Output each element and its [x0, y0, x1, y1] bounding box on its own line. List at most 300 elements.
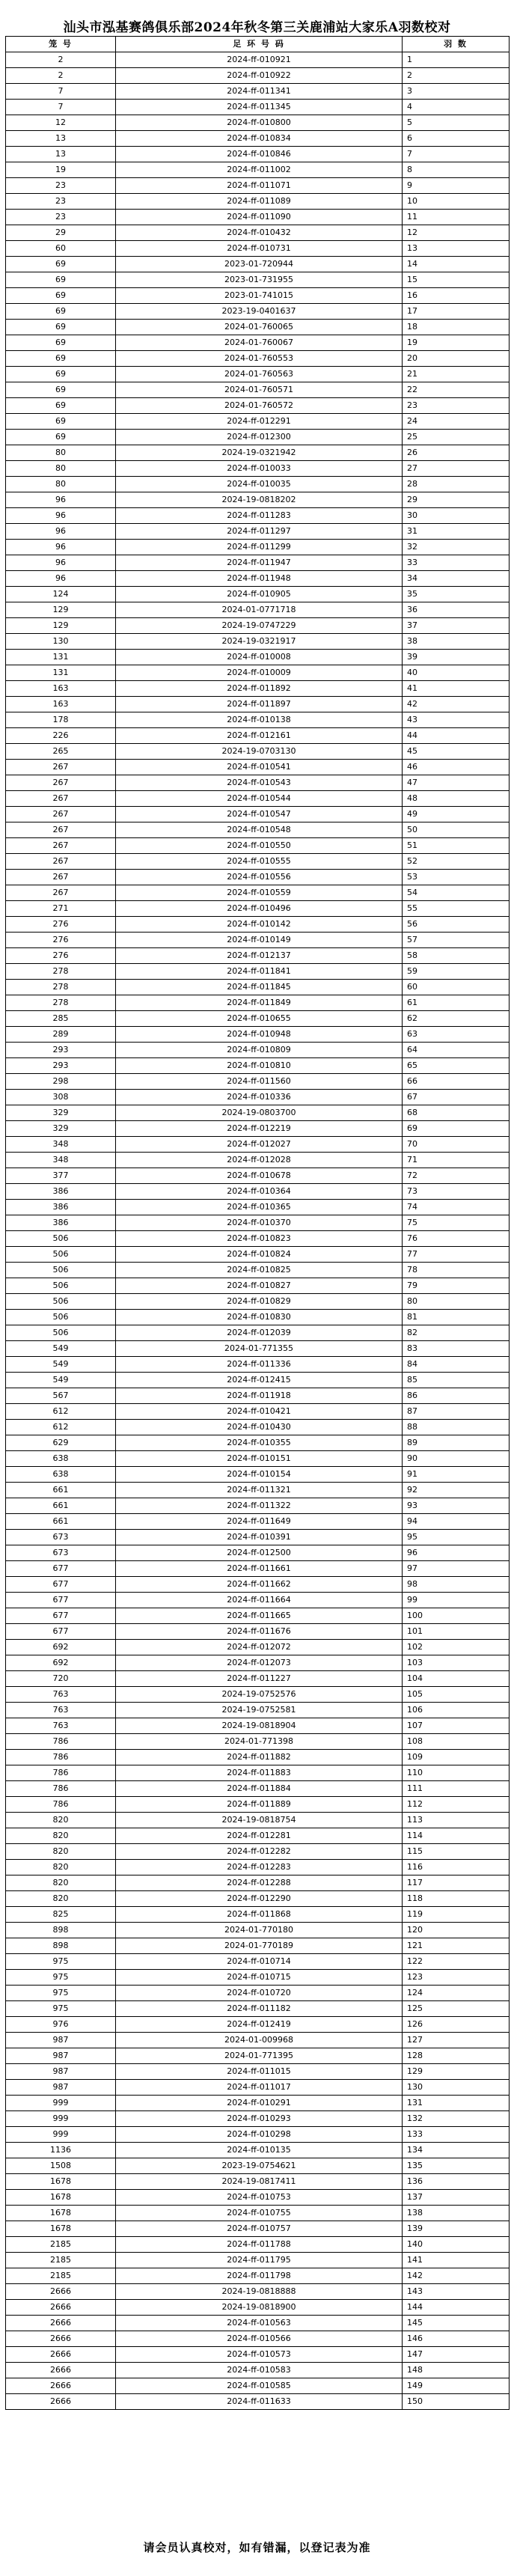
cell-ring: 2024-ff-010541: [116, 760, 403, 775]
table-row: [6, 1891, 510, 1907]
cell-cage: 661: [6, 1514, 116, 1530]
cell-ring: 2024-ff-012288: [116, 1875, 403, 1891]
cell-ring: 2024-ff-010391: [116, 1530, 403, 1545]
cell-ring: 2024-01-760563: [116, 367, 403, 382]
cell-count: 40: [403, 665, 510, 681]
cell-cage: 348: [6, 1137, 116, 1153]
cell-ring: 2024-ff-011090: [116, 210, 403, 225]
table-row: [6, 1325, 510, 1341]
cell-ring: 2023-01-720944: [116, 257, 403, 272]
cell-ring: 2024-ff-010755: [116, 2206, 403, 2221]
cell-count: 72: [403, 1168, 510, 1184]
cell-cage: 2666: [6, 2284, 116, 2300]
table-row: [6, 744, 510, 760]
table-row: [6, 2048, 510, 2064]
cell-ring: 2024-ff-012290: [116, 1891, 403, 1907]
cell-count: 143: [403, 2284, 510, 2300]
cell-cage: 276: [6, 948, 116, 964]
cell-ring: 2024-ff-010496: [116, 901, 403, 917]
table-row: [6, 885, 510, 901]
cell-ring: 2024-ff-011892: [116, 681, 403, 697]
cell-ring: 2024-ff-011947: [116, 555, 403, 571]
cell-ring: 2024-ff-010035: [116, 477, 403, 492]
cell-cage: 69: [6, 272, 116, 288]
cell-count: 24: [403, 414, 510, 430]
cell-count: 29: [403, 492, 510, 508]
cell-ring: 2024-ff-010810: [116, 1058, 403, 1074]
table-row: [6, 933, 510, 948]
cell-cage: 69: [6, 335, 116, 351]
cell-cage: 1678: [6, 2206, 116, 2221]
cell-count: 121: [403, 1938, 510, 1954]
cell-count: 54: [403, 885, 510, 901]
cell-ring: 2024-ff-010559: [116, 885, 403, 901]
cell-count: 138: [403, 2206, 510, 2221]
table-row: [6, 964, 510, 980]
cell-count: 62: [403, 1011, 510, 1027]
cell-cage: 567: [6, 1388, 116, 1404]
cell-cage: 2666: [6, 2347, 116, 2363]
table-row: [6, 1655, 510, 1671]
cell-cage: 820: [6, 1828, 116, 1844]
table-row: [6, 1907, 510, 1923]
cell-cage: 267: [6, 760, 116, 775]
cell-cage: 69: [6, 288, 116, 304]
cell-cage: 2666: [6, 2378, 116, 2394]
cell-cage: 999: [6, 2096, 116, 2111]
cell-count: 16: [403, 288, 510, 304]
cell-cage: 2185: [6, 2268, 116, 2284]
table-row: [6, 1608, 510, 1624]
page-title: 汕头市泓基赛鸽俱乐部2024年秋冬第三关鹿浦站大家乐A羽数校对: [63, 20, 451, 35]
cell-count: 115: [403, 1844, 510, 1860]
cell-cage: 987: [6, 2033, 116, 2048]
cell-cage: 975: [6, 2001, 116, 2017]
table-row: [6, 2158, 510, 2174]
table-row: [6, 210, 510, 225]
cell-cage: 278: [6, 964, 116, 980]
cell-cage: 129: [6, 602, 116, 618]
cell-cage: 130: [6, 634, 116, 650]
cell-count: 70: [403, 1137, 510, 1153]
cell-cage: 898: [6, 1923, 116, 1938]
cell-ring: 2024-ff-011849: [116, 995, 403, 1011]
table-row: [6, 1027, 510, 1043]
cell-cage: 276: [6, 933, 116, 948]
cell-ring: 2024-ff-010432: [116, 225, 403, 241]
table-header-row: [6, 37, 510, 52]
table-row: [6, 1781, 510, 1797]
cell-count: 18: [403, 320, 510, 335]
cell-ring: 2024-ff-010809: [116, 1043, 403, 1058]
table-row: [6, 1593, 510, 1608]
table-row: [6, 665, 510, 681]
cell-count: 25: [403, 430, 510, 445]
cell-cage: 80: [6, 477, 116, 492]
table-row: [6, 1278, 510, 1294]
cell-ring: 2024-ff-011341: [116, 84, 403, 100]
cell-cage: 69: [6, 430, 116, 445]
cell-ring: 2024-19-0752576: [116, 1687, 403, 1703]
cell-count: 149: [403, 2378, 510, 2394]
cell-cage: 13: [6, 131, 116, 147]
cell-cage: 820: [6, 1875, 116, 1891]
cell-cage: 820: [6, 1891, 116, 1907]
cell-count: 10: [403, 194, 510, 210]
cell-ring: 2024-ff-010585: [116, 2378, 403, 2394]
cell-cage: 2666: [6, 2394, 116, 2410]
cell-count: 125: [403, 2001, 510, 2017]
table-row: [6, 2394, 510, 2410]
cell-ring: 2023-19-0401637: [116, 304, 403, 320]
cell-ring: 2024-ff-010948: [116, 1027, 403, 1043]
cell-cage: 692: [6, 1655, 116, 1671]
cell-ring: 2024-ff-011889: [116, 1797, 403, 1813]
cell-count: 81: [403, 1310, 510, 1325]
cell-count: 20: [403, 351, 510, 367]
table-row: [6, 838, 510, 854]
cell-cage: 289: [6, 1027, 116, 1043]
cell-ring: 2024-19-0321942: [116, 445, 403, 461]
cell-ring: 2024-ff-010336: [116, 1090, 403, 1105]
table-row: [6, 1734, 510, 1750]
cell-count: 126: [403, 2017, 510, 2033]
cell-count: 90: [403, 1451, 510, 1467]
cell-cage: 506: [6, 1247, 116, 1263]
cell-cage: 348: [6, 1153, 116, 1168]
cell-ring: 2024-ff-010715: [116, 1970, 403, 1986]
cell-ring: 2024-ff-010573: [116, 2347, 403, 2363]
cell-cage: 661: [6, 1483, 116, 1498]
cell-ring: 2024-01-760571: [116, 382, 403, 398]
cell-cage: 96: [6, 524, 116, 540]
cell-ring: 2024-ff-010154: [116, 1467, 403, 1483]
table-row: [6, 870, 510, 885]
cell-cage: 975: [6, 1954, 116, 1970]
cell-ring: 2024-ff-010563: [116, 2316, 403, 2331]
cell-cage: 386: [6, 1184, 116, 1200]
cell-cage: 2666: [6, 2300, 116, 2316]
cell-cage: 786: [6, 1750, 116, 1765]
cell-count: 124: [403, 1986, 510, 2001]
table-row: [6, 272, 510, 288]
cell-count: 69: [403, 1121, 510, 1137]
table-row: [6, 540, 510, 555]
cell-count: 59: [403, 964, 510, 980]
cell-cage: 677: [6, 1608, 116, 1624]
table-row: [6, 1294, 510, 1310]
cell-cage: 96: [6, 571, 116, 587]
table-row: [6, 225, 510, 241]
cell-cage: 267: [6, 838, 116, 854]
table-row: [6, 84, 510, 100]
cell-count: 92: [403, 1483, 510, 1498]
table-row: [6, 461, 510, 477]
table-row: [6, 917, 510, 933]
table-row: [6, 335, 510, 351]
table-row: [6, 1074, 510, 1090]
table-row: [6, 320, 510, 335]
cell-ring: 2024-ff-010550: [116, 838, 403, 854]
cell-count: 71: [403, 1153, 510, 1168]
cell-count: 118: [403, 1891, 510, 1907]
cell-count: 53: [403, 870, 510, 885]
cell-ring: 2024-ff-012219: [116, 1121, 403, 1137]
cell-cage: 329: [6, 1121, 116, 1137]
table-row: [6, 1860, 510, 1875]
table-row: [6, 1168, 510, 1184]
cell-ring: 2024-01-0771718: [116, 602, 403, 618]
cell-count: 98: [403, 1577, 510, 1593]
table-row: [6, 807, 510, 822]
cell-ring: 2024-ff-010291: [116, 2096, 403, 2111]
table-row: [6, 1231, 510, 1247]
table-row: [6, 430, 510, 445]
cell-cage: 267: [6, 775, 116, 791]
cell-ring: 2024-19-0818904: [116, 1718, 403, 1734]
table-row: [6, 1483, 510, 1498]
cell-cage: 1678: [6, 2190, 116, 2206]
cell-cage: 293: [6, 1058, 116, 1074]
cell-ring: 2024-ff-010800: [116, 115, 403, 131]
table-row: [6, 775, 510, 791]
cell-ring: 2024-ff-010757: [116, 2221, 403, 2237]
cell-count: 136: [403, 2174, 510, 2190]
table-row: [6, 492, 510, 508]
cell-count: 83: [403, 1341, 510, 1357]
cell-cage: 999: [6, 2127, 116, 2143]
table-row: [6, 2174, 510, 2190]
cell-count: 63: [403, 1027, 510, 1043]
cell-count: 82: [403, 1325, 510, 1341]
cell-count: 55: [403, 901, 510, 917]
table-row: [6, 1105, 510, 1121]
cell-count: 131: [403, 2096, 510, 2111]
cell-count: 8: [403, 162, 510, 178]
cell-count: 80: [403, 1294, 510, 1310]
cell-count: 58: [403, 948, 510, 964]
table-row: [6, 147, 510, 162]
cell-ring: 2024-ff-012415: [116, 1373, 403, 1388]
cell-cage: 308: [6, 1090, 116, 1105]
table-row: [6, 2143, 510, 2158]
cell-ring: 2024-ff-011002: [116, 162, 403, 178]
cell-ring: 2023-01-731955: [116, 272, 403, 288]
table-row: [6, 1435, 510, 1451]
cell-count: 117: [403, 1875, 510, 1891]
cell-count: 74: [403, 1200, 510, 1215]
table-row: [6, 257, 510, 272]
cell-cage: 69: [6, 398, 116, 414]
cell-ring: 2024-ff-010714: [116, 1954, 403, 1970]
cell-ring: 2024-ff-011321: [116, 1483, 403, 1498]
cell-cage: 129: [6, 618, 116, 634]
cell-ring: 2024-ff-010544: [116, 791, 403, 807]
cell-ring: 2024-ff-012283: [116, 1860, 403, 1875]
table-row: [6, 1043, 510, 1058]
cell-cage: 69: [6, 304, 116, 320]
table-row: [6, 2064, 510, 2080]
cell-count: 116: [403, 1860, 510, 1875]
table-row: [6, 2300, 510, 2316]
cell-count: 104: [403, 1671, 510, 1687]
cell-count: 128: [403, 2048, 510, 2064]
cell-cage: 267: [6, 822, 116, 838]
cell-count: 105: [403, 1687, 510, 1703]
cell-count: 51: [403, 838, 510, 854]
table-row: [6, 634, 510, 650]
cell-ring: 2024-ff-012500: [116, 1545, 403, 1561]
cell-count: 91: [403, 1467, 510, 1483]
table-row: [6, 1577, 510, 1593]
cell-count: 127: [403, 2033, 510, 2048]
table-row: [6, 524, 510, 540]
cell-cage: 23: [6, 194, 116, 210]
table-row: [6, 995, 510, 1011]
table-row: [6, 2221, 510, 2237]
cell-count: 39: [403, 650, 510, 665]
header-cage: 笼 号: [6, 37, 116, 52]
cell-cage: 293: [6, 1043, 116, 1058]
table-row: [6, 1090, 510, 1105]
cell-cage: 987: [6, 2048, 116, 2064]
table-row: [6, 2127, 510, 2143]
table-row: [6, 587, 510, 602]
cell-ring: 2024-01-760553: [116, 351, 403, 367]
cell-cage: 549: [6, 1373, 116, 1388]
table-row: [6, 477, 510, 492]
cell-cage: 976: [6, 2017, 116, 2033]
table-row: [6, 1420, 510, 1435]
cell-ring: 2024-ff-011664: [116, 1593, 403, 1608]
cell-cage: 1678: [6, 2221, 116, 2237]
cell-ring: 2024-ff-011560: [116, 1074, 403, 1090]
cell-count: 64: [403, 1043, 510, 1058]
cell-ring: 2024-01-771395: [116, 2048, 403, 2064]
table-row: [6, 1718, 510, 1734]
table-row: [6, 1703, 510, 1718]
table-row: [6, 2284, 510, 2300]
cell-ring: 2024-ff-011017: [116, 2080, 403, 2096]
cell-cage: 638: [6, 1467, 116, 1483]
cell-cage: 506: [6, 1294, 116, 1310]
table-row: [6, 1640, 510, 1655]
cell-ring: 2024-ff-010008: [116, 650, 403, 665]
cell-ring: 2024-ff-010566: [116, 2331, 403, 2347]
cell-ring: 2024-19-0818754: [116, 1813, 403, 1828]
cell-count: 35: [403, 587, 510, 602]
cell-ring: 2024-ff-011882: [116, 1750, 403, 1765]
cell-ring: 2024-ff-010543: [116, 775, 403, 791]
cell-ring: 2024-ff-010921: [116, 52, 403, 68]
table-row: [6, 178, 510, 194]
cell-count: 48: [403, 791, 510, 807]
table-row: [6, 854, 510, 870]
cell-cage: 692: [6, 1640, 116, 1655]
table-row: [6, 1200, 510, 1215]
cell-count: 114: [403, 1828, 510, 1844]
cell-cage: 69: [6, 367, 116, 382]
cell-count: 94: [403, 1514, 510, 1530]
cell-count: 56: [403, 917, 510, 933]
cell-cage: 763: [6, 1703, 116, 1718]
cell-count: 84: [403, 1357, 510, 1373]
cell-ring: 2024-ff-011918: [116, 1388, 403, 1404]
cell-ring: 2024-ff-010678: [116, 1168, 403, 1184]
table-row: [6, 100, 510, 115]
cell-count: 123: [403, 1970, 510, 1986]
table-row: [6, 681, 510, 697]
cell-cage: 124: [6, 587, 116, 602]
cell-count: 87: [403, 1404, 510, 1420]
cell-ring: 2024-ff-010922: [116, 68, 403, 84]
table-row: [6, 2253, 510, 2268]
cell-cage: 96: [6, 508, 116, 524]
cell-count: 148: [403, 2363, 510, 2378]
cell-count: 32: [403, 540, 510, 555]
table-row: [6, 68, 510, 84]
cell-cage: 329: [6, 1105, 116, 1121]
cell-cage: 612: [6, 1420, 116, 1435]
cell-ring: 2024-ff-011649: [116, 1514, 403, 1530]
cell-count: 107: [403, 1718, 510, 1734]
table-row: [6, 2206, 510, 2221]
cell-ring: 2024-ff-010556: [116, 870, 403, 885]
cell-ring: 2024-ff-011798: [116, 2268, 403, 2284]
cell-ring: 2024-ff-011182: [116, 2001, 403, 2017]
cell-cage: 2185: [6, 2253, 116, 2268]
cell-ring: 2024-19-0747229: [116, 618, 403, 634]
table-row: [6, 1561, 510, 1577]
cell-ring: 2024-ff-010548: [116, 822, 403, 838]
table-row: [6, 697, 510, 712]
cell-ring: 2024-ff-010355: [116, 1435, 403, 1451]
cell-count: 44: [403, 728, 510, 744]
cell-count: 119: [403, 1907, 510, 1923]
table-row: [6, 131, 510, 147]
cell-cage: 825: [6, 1907, 116, 1923]
cell-count: 28: [403, 477, 510, 492]
cell-ring: 2024-ff-010430: [116, 1420, 403, 1435]
cell-cage: 506: [6, 1278, 116, 1294]
cell-ring: 2024-ff-011841: [116, 964, 403, 980]
cell-ring: 2024-ff-011297: [116, 524, 403, 540]
cell-count: 2: [403, 68, 510, 84]
cell-count: 34: [403, 571, 510, 587]
cell-cage: 226: [6, 728, 116, 744]
cell-cage: 96: [6, 540, 116, 555]
cell-ring: 2024-ff-010825: [116, 1263, 403, 1278]
cell-ring: 2024-01-770180: [116, 1923, 403, 1938]
cell-cage: 999: [6, 2111, 116, 2127]
cell-count: 93: [403, 1498, 510, 1514]
table-row: [6, 398, 510, 414]
cell-count: 65: [403, 1058, 510, 1074]
cell-count: 146: [403, 2331, 510, 2347]
cell-cage: 131: [6, 650, 116, 665]
cell-cage: 1136: [6, 2143, 116, 2158]
cell-cage: 506: [6, 1310, 116, 1325]
cell-count: 60: [403, 980, 510, 995]
table-row: [6, 1813, 510, 1828]
cell-ring: 2024-ff-011883: [116, 1765, 403, 1781]
cell-count: 100: [403, 1608, 510, 1624]
cell-cage: 178: [6, 712, 116, 728]
cell-ring: 2024-01-760065: [116, 320, 403, 335]
cell-cage: 1508: [6, 2158, 116, 2174]
cell-count: 150: [403, 2394, 510, 2410]
cell-cage: 506: [6, 1231, 116, 1247]
